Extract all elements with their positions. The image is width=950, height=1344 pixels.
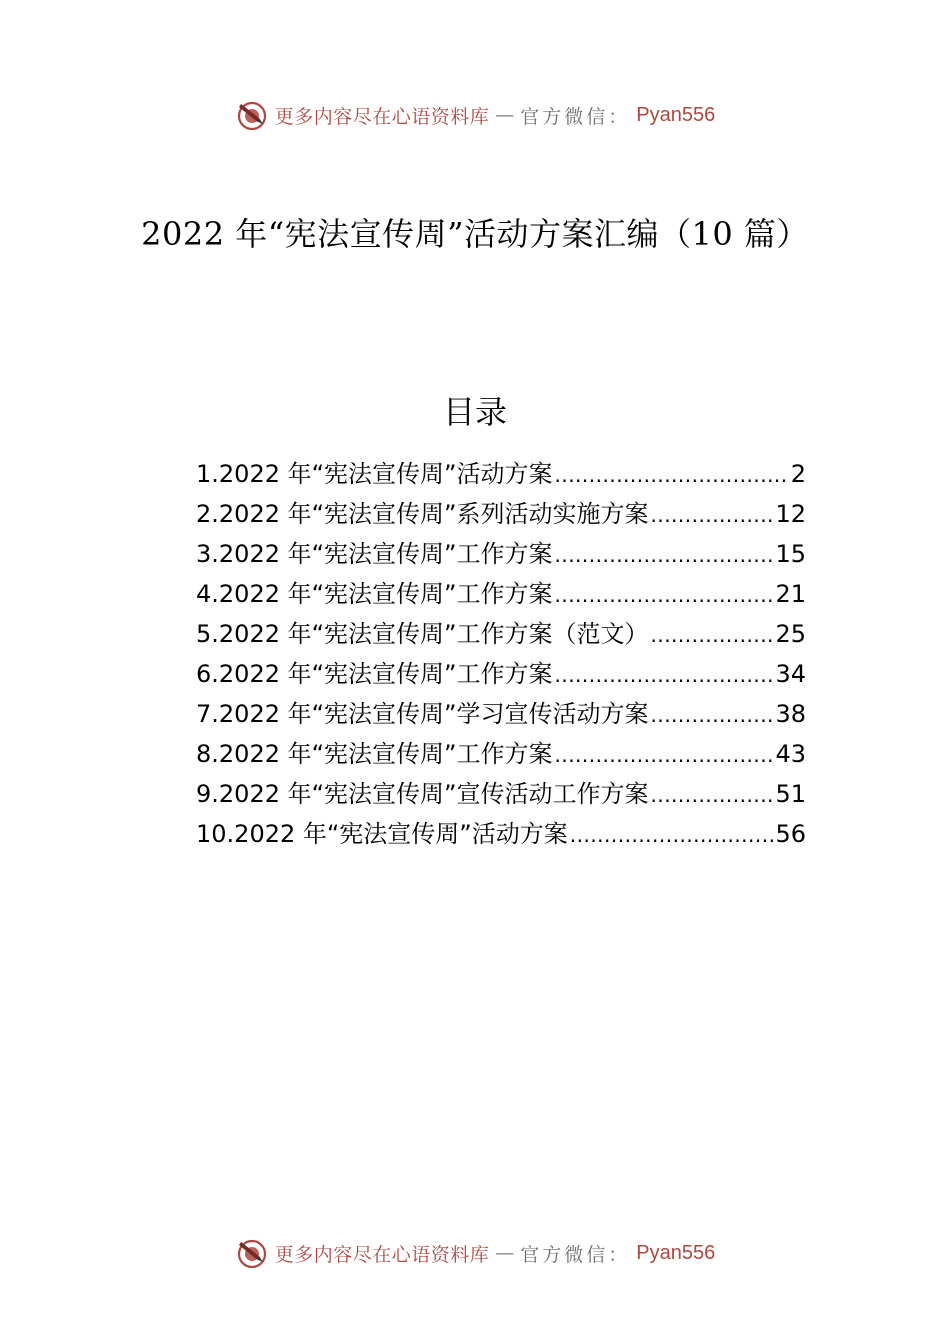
table-of-contents: [196, 454, 806, 854]
watermark-text: 更多内容尽在心语资料库: [274, 1243, 490, 1266]
toc-entry-label: 2.2022 年“宪法宣传周”系列活动实施方案: [196, 500, 649, 528]
toc-entry-page: 51: [775, 780, 806, 808]
watermark-wechat-label: 官方微信：: [520, 1243, 631, 1266]
toc-entry-label: 3.2022 年“宪法宣传周”工作方案: [196, 540, 553, 568]
toc-dot-leader: [554, 455, 788, 495]
toc-entry[interactable]: [196, 574, 806, 614]
watermark-wechat-id: Pyan556: [636, 1241, 716, 1264]
toc-entry-page: 38: [775, 700, 806, 728]
toc-dot-leader: [650, 695, 773, 735]
toc-entry-page: 56: [775, 820, 806, 848]
watermark-separator: —: [495, 1242, 515, 1264]
toc-entry[interactable]: [196, 494, 806, 534]
toc-entry[interactable]: [196, 654, 806, 694]
toc-entry-label: 10.2022 年“宪法宣传周”活动方案: [196, 820, 568, 848]
toc-entry-page: 15: [775, 540, 806, 568]
toc-entry-label: 4.2022 年“宪法宣传周”工作方案: [196, 580, 553, 608]
toc-dot-leader: [650, 775, 773, 815]
toc-entry-label: 9.2022 年“宪法宣传周”宣传活动工作方案: [196, 780, 649, 808]
toc-entry-label: 1.2022 年“宪法宣传周”活动方案: [196, 460, 553, 488]
toc-entry-page: 12: [775, 500, 806, 528]
toc-entry[interactable]: [196, 454, 806, 494]
toc-entry[interactable]: [196, 814, 806, 854]
pen-seal-logo-icon: [235, 1236, 269, 1270]
toc-entry[interactable]: [196, 734, 806, 774]
toc-dot-leader: [650, 615, 773, 655]
toc-dot-leader: [554, 575, 773, 615]
toc-entry-page: 25: [775, 620, 806, 648]
toc-heading: 目录: [442, 393, 507, 431]
toc-entry-page: 34: [775, 660, 806, 688]
toc-entry[interactable]: [196, 694, 806, 734]
document-title: 2022 年“宪法宣传周”活动方案汇编（10 篇）: [141, 215, 809, 253]
toc-entry-label: 5.2022 年“宪法宣传周”工作方案（范文）: [196, 620, 649, 648]
toc-entry-page: 21: [775, 580, 806, 608]
toc-entry[interactable]: [196, 774, 806, 814]
toc-dot-leader: [570, 815, 774, 855]
watermark-text: 更多内容尽在心语资料库: [274, 105, 490, 128]
toc-dot-leader: [554, 735, 773, 775]
watermark-wechat-id: Pyan556: [636, 103, 716, 126]
watermark-wechat-label: 官方微信：: [520, 105, 631, 128]
toc-entry-label: 8.2022 年“宪法宣传周”工作方案: [196, 740, 553, 768]
toc-dot-leader: [554, 535, 773, 575]
footer-watermark: [0, 1233, 950, 1273]
toc-entry-page: 43: [775, 740, 806, 768]
toc-entry[interactable]: [196, 614, 806, 654]
toc-entry[interactable]: [196, 534, 806, 574]
watermark-separator: —: [495, 104, 515, 126]
header-watermark: [0, 95, 950, 135]
toc-entry-label: 6.2022 年“宪法宣传周”工作方案: [196, 660, 553, 688]
toc-entry-label: 7.2022 年“宪法宣传周”学习宣传活动方案: [196, 700, 649, 728]
pen-seal-logo-icon: [235, 98, 269, 132]
toc-entry-page: 2: [790, 460, 806, 488]
toc-dot-leader: [554, 655, 773, 695]
toc-dot-leader: [650, 495, 773, 535]
